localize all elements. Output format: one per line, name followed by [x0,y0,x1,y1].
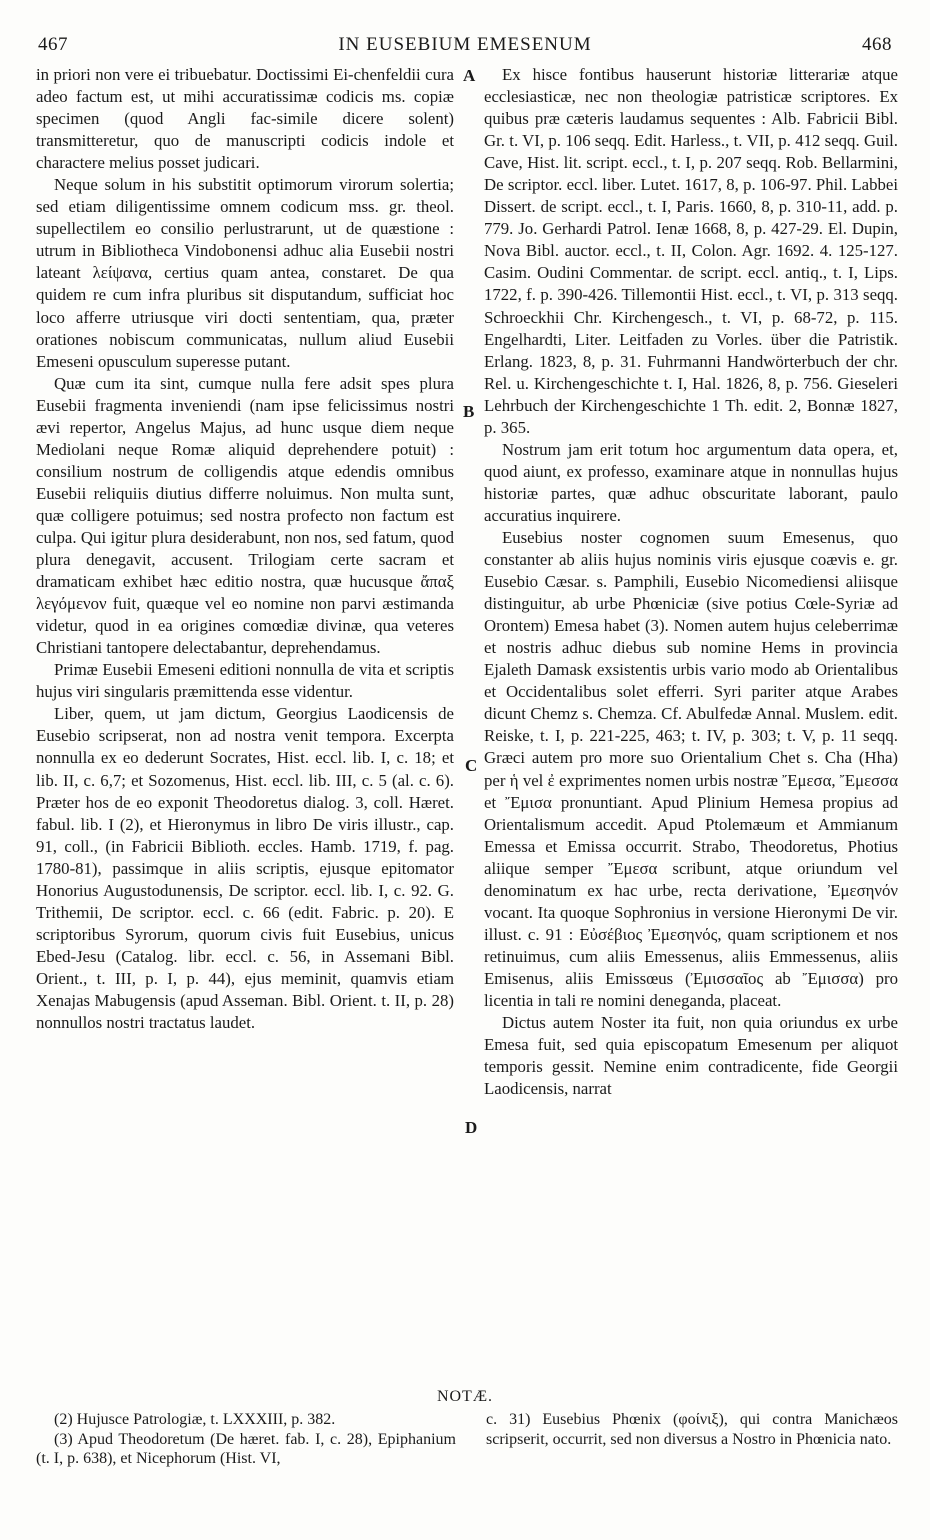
page-header [38,34,892,62]
paragraph: Neque solum in his substitit optimorum virorum solertia; sed etiam diligentissime omnem codicum mss. gr. theol. supellectilem eo consilio perlustrarunt, ut de quæstione : utrum in Bibliotheca Vindobonensi adhuc alia Eusebii nostri lateant λείψανα, certius quam antea, constaret. De qua quidem re cum infra pluribus sit disputandum, sufficiat hoc loco afferre utriusque viri docti sententiam, qua, præter orationes nobiscum communicatas, nullum aliud Eusebii Emeseni opusculum superesse putant. [36,175,454,371]
paragraph: Dictus autem Noster ita fuit, non quia oriundus ex urbe Emesa fuit, sed quia episcopatum Emesenum per aliquot temporis gessit. Nemine enim contradicente, fide Georgii Laodicensis, narrat [484,1013,898,1099]
paragraph: Quæ cum ita sint, cumque nulla fere adsit spes plura Eusebii fragmenta inveniendi (nam ipse felicissimus nostri ævi repertor, Angelus Majus, ad hunc usque diem neque Mediolani neque Romæ aliquid deprehendere potuit) : consilium nostrum de colligendis atque edendis omnibus Eusebii reliquiis diutius differre noluimus. Non multa sunt, quæ colligere potuimus; sed nostra profecto non factum est culpa. Qui igitur plura desiderabunt, non nos, sed fatum, quod plura denegavit, accusent. Trilogiam certe sacram et dramaticam exhibet hæc editio nostra, quæ hucusque ἄπαξ λεγόμενον fuit, quæque vel eo nomine non parvi æstimanda videtur, quod in ea origines comœdiæ divinæ, qua veteres Christiani tantopere delectabantur, deprehendamus. [36,373,454,658]
page-number-right: 468 [862,34,892,55]
paragraph: Nostrum jam erit totum hoc argumentum data opera, et, quod aiunt, ex professo, examinare atque in nonnullas hujus historiæ partes, quæ adhuc obscuritate laborant, paulo accuratius inquirere. [484,439,898,525]
margin-marker-d: D [465,1118,478,1137]
notes-heading: NOTÆ. [436,1388,494,1405]
paragraph: Eusebius noster cognomen suum Emesenus, quo constanter ab aliis hujus nominis viris ejusque coævis e. gr. Eusebio Cæsar. s. Pamphili, Eusebio Nicomediensi aliisque distinguitur, ab urbe Phœniciæ (sive potius Cœle-Syriæ ad Orontem) Emesa habet (3). Nomen autem hujus celeberrimæ et nostris adhuc diebus sub nomine Hems in provincia Ejaleth Damask exsistentis urbis vario modo ab Orientalibus et Occidentalibus solet efferri. Syri pariter atque Arabes dicunt Chemz s. Chemza. Cf. Abulfedæ Annal. Muslem. edit. Reiske, t. I, p. 221-225, 463; t. IV, p. 303; t. V, p. 11 seqq. Græci autem pro more suo Orientalium Chet s. Cha (Hha) per ἡ vel ἐ exprimentes nomen urbis nostræ Ἔμεσα, Ἔμεσσα et Ἔμισα pronuntiant. Apud Plinium Hemesa propius ad Orientalismum accedit. Apud Ptolemæum et Ammianum Emessa et Emissa occurrit. Strabo, Theodoretus, Photius aliique semper Ἔμεσα scribunt, atque oriundum vel denominatum ex hac urbe, recta derivatione, Ἐμεσηνόν vocant. Ita quoque Sophronius in versione Hieronymi De vir. illust. c. 91 : Εὐσέβιος Ἐμεσηνός, quam scriptionem et nos retinuimus, cum aliis Emessenus, aliis Emmessenus, aliis Emisenus, aliis Emissœus (Ἐμισσαῖος ab Ἔμισσα) pro licentia in tali re nomini deneganda, placeat. [484,527,898,1010]
paragraph: in priori non vere ei tribuebatur. Doctissimi Ei-chenfeldii cura adeo factum est, ut mihi accuratissimæ codicis ms. copiæ specimen (quod Angli fac-simile dicere solent) transmitteretur, quo de manuscripti codicis indole et charactere melius posset judicari. [36,65,454,173]
paragraph: Ex hisce fontibus hauserunt historiæ litterariæ atque ecclesiasticæ, nec non theologiæ patristicæ scriptores. Ex quibus præ cæteris laudamus sequentes : Alb. Fabricii Bibl. Gr. t. VI, p. 106 seqq. Edit. Harless., t. VII, p. 412 seqq. Guil. Cave, Hist. lit. script. eccl., t. I, p. 207 seqq. Rob. Bellarmini, De scriptor. eccl. liber. Lutet. 1617, 8, p. 106-97. Phil. Labbei Dissert. de script. eccl., t. I, Paris. 1660, 8, p. 310-11, add. p. 779. Jo. Gerhardi Patrol. Ienæ 1668, 8, p. 427-29. El. Dupin, Nova Bibl. auctor. eccl., t. II, Colon. Agr. 1692. 4. 125-127. Casim. Oudini Commentar. de script. eccl. antiq., t. I, Lips. 1722, f. p. 390-426. Tillemontii Hist. eccl., t. VI, p. 313 seqq. Schroeckhii Chr. Kirchengesch., t. VI, p. 68-72, p. 115. Engelhardti, Liter. Leitfaden zu Vorles. über die Patristik. Erlang. 1823, 8, p. 31. Fuhrmanni Handwörterbuch der chr. Rel. u. Kirchengeschichte t. I, Hal. 1826, 8, p. 756. Gieseleri Lehrbuch der Kirchengeschichte 1 Th. edit. 2, Bonnæ 1827, p. 365. [484,65,898,437]
footnote: (2) Hujusce Patrologiæ, t. LXXXIII, p. 382. [54,1411,336,1428]
footnotes-right [486,1410,898,1449]
paragraph: Liber, quem, ut jam dictum, Georgius Laodicensis de Eusebio scripserat, non ad nostra venit tempora. Excerpta nonnulla ex eo dederunt Socrates, Hist. eccl. lib. I, c. 18; et lib. II, c. 6,7; et Sozomenus, Hist. eccl. lib. III, c. 5 (al. c. 6). Præter hos de eo exponit Theodoretus dialog. 3, coll. Hæret. fabul. lib. I (2), et Hieronymus in libro De viris illustr., cap. 91, coll., (in Fabricii Biblioth. eccles. Hamb. 1719, f. pag. 1780-81), passimque in aliis scriptis, ejusque epitomator Honorius Augustodunensis, De scriptor. eccl. lib. I, c. 92. G. Trithemii, De scriptor. eccl. c. 66 (edit. Fabric. p. 20). E scriptoribus Syrorum, quorum civis fuit Eusebius, unicus Ebed-Jesu (Catalog. libr. eccl. c. 56, in Assemani Bibl. Orient., t. III, p. I, p. 44), ejus meminit, quamvis etiam Xenajas Mabugensis (apud Asseman. Bibl. Orient. t. II, p. 28) nonnullos nostri tractatus laudet. [36,704,454,1033]
paragraph: Primæ Eusebii Emeseni editioni nonnulla de vita et scriptis hujus viri singularis præmittenda esse videntur. [36,660,454,702]
margin-marker-b: B [463,402,475,421]
page-number-left: 467 [38,34,68,55]
running-title: IN EUSEBIUM EMESENUM [338,34,592,55]
margin-marker-a: A [463,66,476,85]
footnote: (3) Apud Theodoretum (De hæret. fab. I, c. 28), Epiphanium (t. I, p. 638), et Nicephorum (Hist. VI, [36,1430,456,1467]
left-column [36,64,454,1386]
footnotes-left [36,1410,456,1469]
right-column [484,64,898,1386]
footnote-continuation: c. 31) Eusebius Phœnix (φοίνιξ), qui contra Manichæos scripserit, occurrit, sed non diversus a Nostro in Phœnicia nato. [486,1411,898,1448]
margin-marker-c: C [465,756,478,775]
